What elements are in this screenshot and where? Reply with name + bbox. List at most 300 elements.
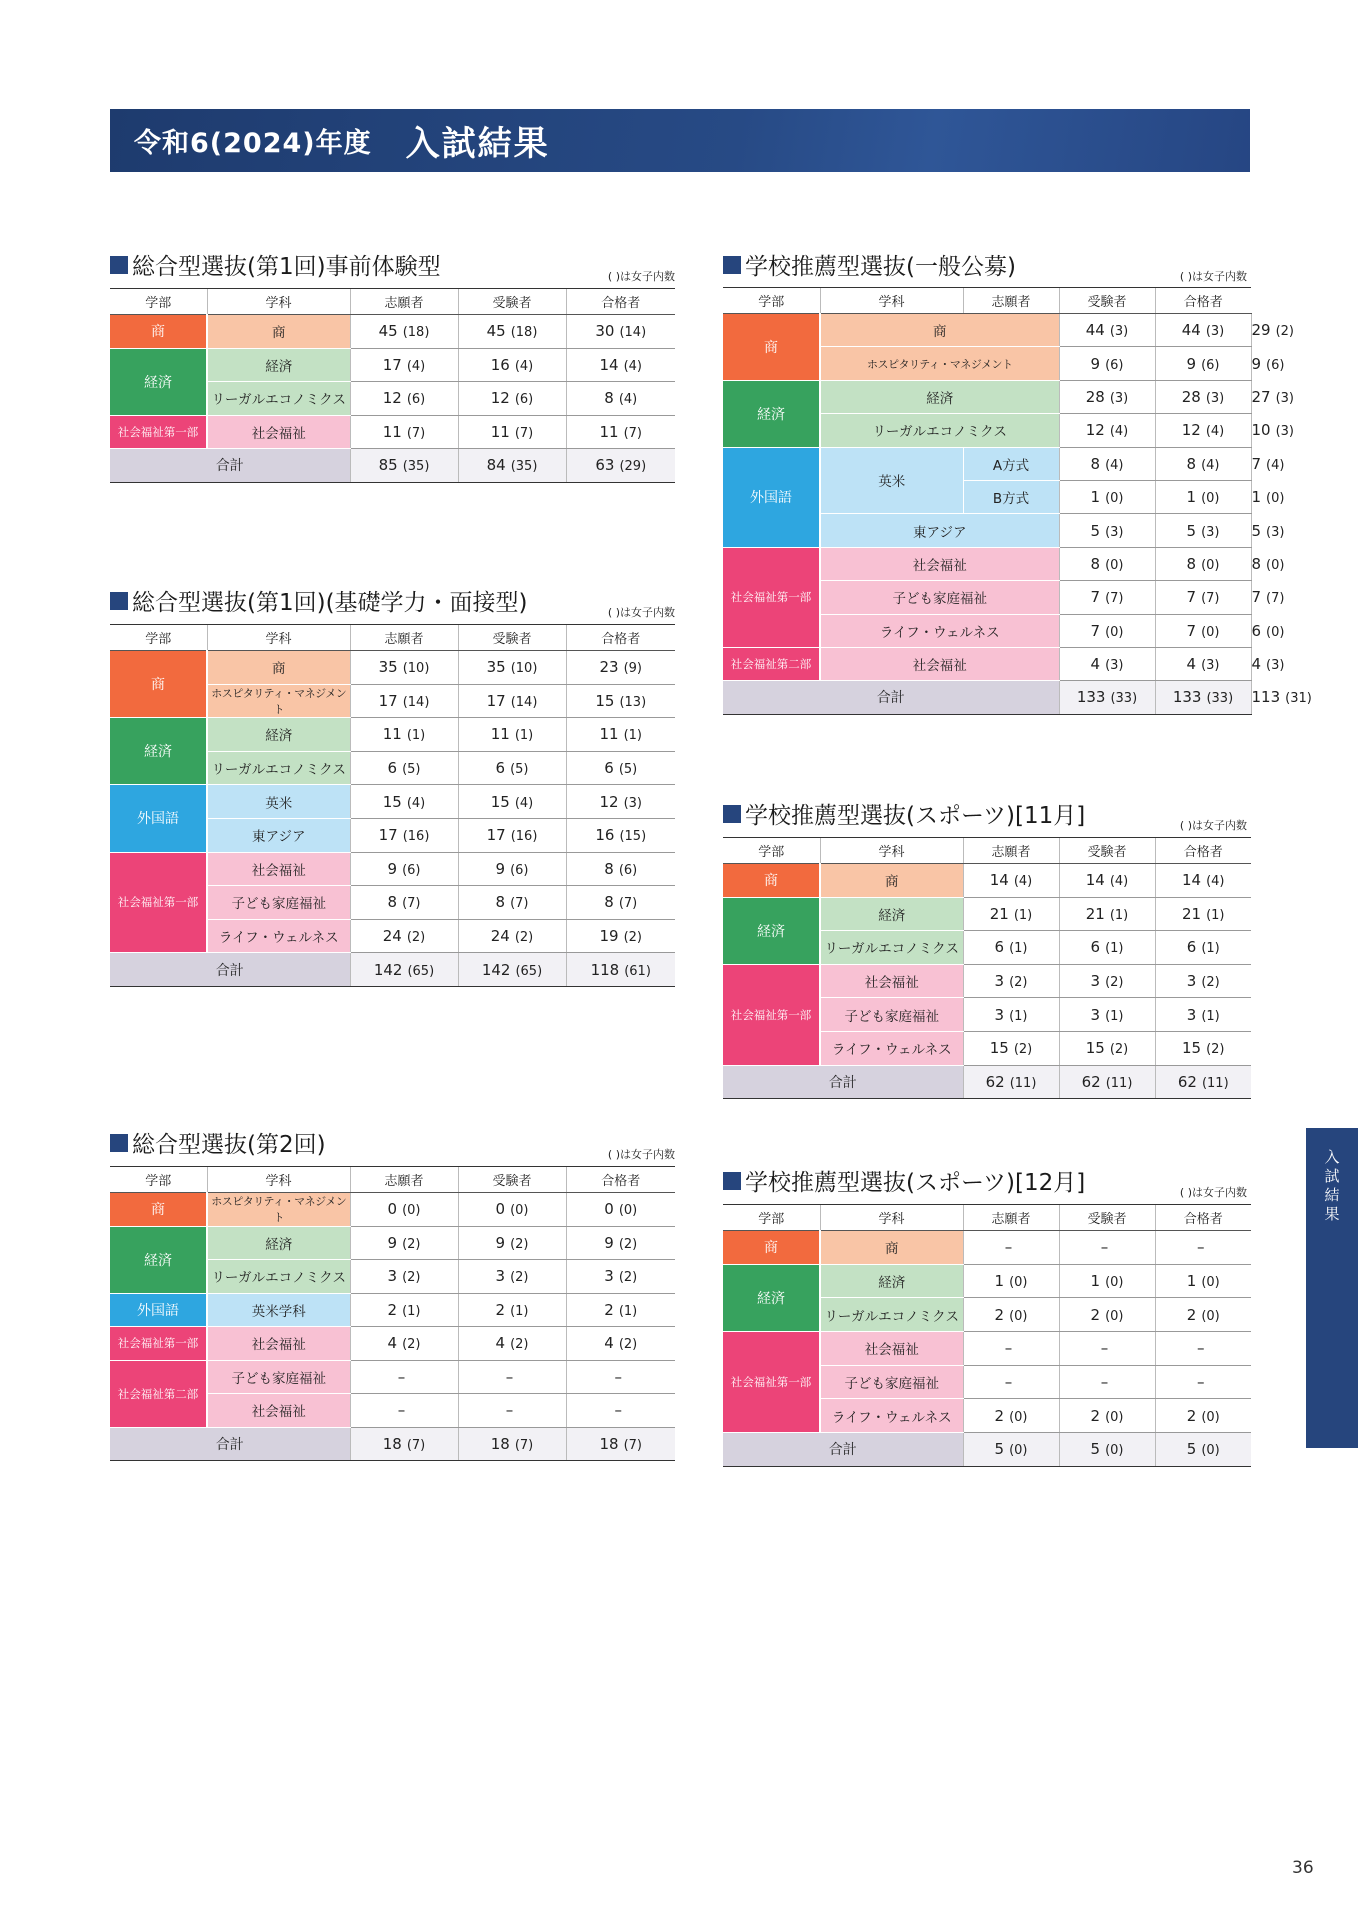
female-count: (1) — [1105, 941, 1124, 957]
column-header: 受験者 — [1059, 288, 1155, 314]
column-header: 学部 — [723, 1205, 820, 1231]
female-count: (4) — [514, 358, 534, 374]
department-cell: ホスピタリティ・マネジメント — [207, 684, 350, 718]
section-title-text: 学校推薦型選抜(スポーツ)[12月] — [745, 1170, 1086, 1196]
count-value: 24 — [490, 927, 510, 946]
total-value: 142 — [481, 960, 511, 979]
faculty-cell: 社会福祉第二部 — [723, 647, 820, 680]
total-count-cell — [350, 953, 458, 987]
total-row — [723, 1433, 1251, 1467]
female-count: (1) — [618, 1303, 638, 1319]
count-value: 28 — [1085, 387, 1105, 406]
female-count: (0) — [1266, 624, 1285, 640]
count-value: 0 — [604, 1200, 614, 1219]
count-cell — [350, 1260, 458, 1294]
female-count: (18) — [510, 325, 538, 341]
female-count: (3) — [1109, 324, 1129, 340]
total-female-count: (0) — [1009, 1443, 1028, 1459]
count-cell — [566, 348, 675, 382]
total-value: 18 — [599, 1434, 619, 1453]
total-value: 63 — [595, 456, 615, 475]
count-cell — [458, 785, 566, 819]
female-count: (4) — [1109, 874, 1129, 890]
total-count-cell — [963, 1065, 1059, 1099]
count-value: 8 — [387, 893, 398, 912]
female-count: (0) — [1009, 1308, 1028, 1324]
count-cell — [963, 1332, 1059, 1366]
total-count-cell — [1155, 1065, 1251, 1099]
department-cell: 子ども家庭福祉 — [207, 886, 350, 920]
department-cell: ライフ・ウェルネス — [820, 1031, 963, 1065]
female-count-note: ( )は女子内数 — [1179, 1186, 1247, 1199]
count-cell — [1059, 1332, 1155, 1366]
female-count: (2) — [618, 1337, 638, 1353]
count-value: 44 — [1085, 321, 1105, 340]
square-bullet-icon — [723, 1172, 741, 1190]
count-cell — [1059, 514, 1155, 547]
count-value: 27 — [1251, 387, 1271, 406]
total-label: 合計 — [723, 1065, 963, 1099]
total-female-count: (7) — [514, 1437, 534, 1453]
count-value: 14 — [989, 871, 1009, 890]
female-count: (10) — [402, 661, 430, 677]
column-header: 学科 — [207, 625, 350, 651]
count-cell — [1155, 964, 1251, 998]
count-cell — [566, 1293, 675, 1327]
count-value: – — [397, 1367, 406, 1386]
count-value: 16 — [595, 826, 615, 845]
count-cell — [1155, 1231, 1251, 1265]
fiscal-year: 令和6(2024)年度 — [134, 128, 372, 159]
count-cell — [350, 1360, 458, 1394]
count-cell — [566, 382, 675, 416]
female-count: (3) — [1275, 424, 1295, 440]
results-table — [723, 287, 1312, 715]
count-value: 21 — [989, 904, 1009, 923]
total-female-count: (0) — [1105, 1443, 1124, 1459]
count-cell — [1059, 1031, 1155, 1065]
count-cell — [1155, 614, 1251, 647]
female-count: (0) — [1201, 491, 1220, 507]
count-cell — [350, 751, 458, 785]
total-row — [110, 449, 675, 483]
total-value: 62 — [1081, 1072, 1101, 1091]
count-cell — [566, 1226, 675, 1260]
count-value: 29 — [1251, 320, 1271, 339]
count-value: – — [397, 1401, 406, 1420]
count-value: 1 — [1186, 488, 1197, 507]
female-count: (0) — [1201, 624, 1220, 640]
total-count-cell — [1059, 1433, 1155, 1467]
department-cell: 社会福祉 — [820, 547, 1059, 580]
department-cell: リーガルエコノミクス — [207, 1260, 350, 1294]
column-header: 志願者 — [350, 625, 458, 651]
faculty-cell: 外国語 — [110, 1293, 207, 1327]
section-title-text: 総合型選抜(第1回)(基礎学力・面接型) — [132, 590, 528, 616]
count-value: 6 — [1251, 621, 1262, 640]
column-header: 志願者 — [350, 289, 458, 315]
page-number: 36 — [1292, 1858, 1314, 1878]
faculty-cell: 社会福祉第二部 — [110, 1360, 207, 1427]
female-count: (3) — [1205, 324, 1225, 340]
female-count: (2) — [1206, 1042, 1225, 1058]
side-index-tab — [1306, 1128, 1358, 1448]
female-count: (3) — [1266, 658, 1285, 674]
section-title-text: 総合型選抜(第1回)事前体験型 — [132, 254, 441, 280]
count-cell — [1059, 1264, 1155, 1298]
table-row — [110, 785, 675, 819]
header-row — [723, 838, 1251, 864]
count-value: 15 — [1085, 1039, 1105, 1058]
female-count: (2) — [1201, 975, 1220, 991]
count-value: 7 — [1186, 588, 1197, 607]
count-value: 5 — [1186, 521, 1197, 540]
female-count: (6) — [618, 862, 638, 878]
female-count: (2) — [618, 1270, 638, 1286]
count-value: 17 — [378, 826, 398, 845]
total-value: 84 — [486, 456, 506, 475]
column-header: 学科 — [207, 289, 350, 315]
female-count: (2) — [402, 1236, 421, 1252]
count-cell — [1059, 314, 1155, 347]
count-value: 2 — [1186, 1406, 1197, 1425]
count-value: 15 — [989, 1039, 1009, 1058]
department-cell: 英米 — [820, 447, 963, 514]
side-tab-char: 結 — [1324, 1186, 1340, 1204]
count-value: 1 — [994, 1272, 1005, 1291]
count-cell — [1155, 864, 1251, 898]
count-cell — [458, 886, 566, 920]
count-value: 11 — [490, 725, 510, 744]
sub-method-cell: B方式 — [963, 480, 1059, 513]
female-count: (2) — [510, 1270, 529, 1286]
count-value: 12 — [599, 792, 619, 811]
female-count: (4) — [1266, 457, 1285, 473]
count-value: 12 — [490, 389, 510, 408]
count-value: 9 — [604, 1233, 614, 1252]
count-value: 16 — [490, 355, 510, 374]
count-cell — [458, 1327, 566, 1361]
female-count: (4) — [1109, 424, 1129, 440]
count-value: 2 — [604, 1300, 614, 1319]
count-cell — [350, 1226, 458, 1260]
count-cell — [1059, 931, 1155, 965]
department-cell: ホスピタリティ・マネジメント — [207, 1193, 350, 1227]
section-title — [110, 1126, 326, 1159]
count-value: 2 — [387, 1300, 398, 1319]
count-cell — [458, 1293, 566, 1327]
count-value: – — [1004, 1238, 1013, 1257]
table-row — [723, 647, 1251, 680]
table-row — [723, 1264, 1251, 1298]
count-cell — [458, 382, 566, 416]
female-count: (6) — [402, 862, 421, 878]
sub-method-cell: A方式 — [963, 447, 1059, 480]
total-count-cell — [1059, 681, 1155, 714]
total-value: 18 — [382, 1434, 402, 1453]
header-row — [110, 1167, 675, 1193]
faculty-cell: 社会福祉第一部 — [723, 964, 820, 1065]
department-cell: 経済 — [207, 348, 350, 382]
section-title — [110, 584, 528, 617]
total-count-cell — [350, 1427, 458, 1461]
count-cell — [1059, 414, 1155, 447]
square-bullet-icon — [110, 592, 128, 610]
total-label: 合計 — [110, 1427, 350, 1461]
count-value: 14 — [1085, 871, 1105, 890]
count-value: 9 — [387, 859, 398, 878]
column-header: 学部 — [110, 289, 207, 315]
count-value: 8 — [1090, 454, 1101, 473]
female-count: (0) — [1105, 1275, 1124, 1291]
results-table — [723, 1204, 1251, 1467]
square-bullet-icon — [723, 805, 741, 823]
count-cell — [566, 651, 675, 685]
female-count: (1) — [1206, 907, 1225, 923]
count-value: 12 — [382, 389, 402, 408]
results-table — [110, 1166, 675, 1461]
section-title — [110, 248, 441, 281]
count-value: 5 — [1090, 521, 1101, 540]
count-cell — [350, 919, 458, 953]
section-title — [723, 248, 1016, 281]
header-row — [110, 289, 675, 315]
faculty-cell: 経済 — [110, 1226, 207, 1293]
count-cell — [1059, 864, 1155, 898]
count-value: 30 — [595, 322, 615, 341]
female-count: (1) — [1201, 941, 1220, 957]
female-count: (6) — [1266, 357, 1285, 373]
female-count-note: ( )は女子内数 — [607, 270, 675, 283]
column-header: 学部 — [723, 838, 820, 864]
table-row — [110, 1327, 675, 1361]
female-count-note: ( )は女子内数 — [607, 1148, 675, 1161]
count-value: 6 — [1090, 938, 1101, 957]
count-cell — [963, 1264, 1059, 1298]
results-table — [110, 288, 675, 483]
female-count: (0) — [1201, 557, 1220, 573]
department-cell: ライフ・ウェルネス — [207, 919, 350, 953]
total-female-count: (29) — [619, 459, 647, 475]
count-cell — [566, 1260, 675, 1294]
department-cell: 社会福祉 — [820, 964, 963, 998]
female-count: (2) — [1013, 1042, 1033, 1058]
faculty-cell: 商 — [723, 864, 820, 898]
column-header: 学部 — [723, 288, 820, 314]
female-count: (6) — [406, 392, 426, 408]
total-value: 118 — [590, 960, 620, 979]
faculty-cell: 経済 — [723, 380, 820, 447]
count-cell — [963, 931, 1059, 965]
count-value: 1 — [1090, 488, 1101, 507]
faculty-cell: 社会福祉第一部 — [110, 415, 207, 449]
count-cell — [1155, 647, 1251, 680]
female-count: (3) — [1266, 524, 1285, 540]
total-count-cell — [1155, 681, 1251, 714]
count-value: 3 — [1186, 972, 1197, 991]
count-cell — [566, 1193, 675, 1227]
faculty-cell: 社会福祉第一部 — [723, 1332, 820, 1433]
department-cell: 経済 — [820, 1264, 963, 1298]
female-count: (7) — [514, 425, 534, 441]
table-row — [110, 1226, 675, 1260]
count-value: 8 — [1186, 454, 1197, 473]
table-row — [110, 1293, 675, 1327]
count-cell — [458, 919, 566, 953]
column-header: 学科 — [820, 288, 963, 314]
total-count-cell — [1155, 1433, 1251, 1467]
table-row — [723, 380, 1251, 413]
column-header: 志願者 — [963, 1205, 1059, 1231]
total-count-cell — [458, 1427, 566, 1461]
count-value: 8 — [1251, 554, 1262, 573]
department-cell: 子ども家庭福祉 — [820, 581, 1059, 614]
count-cell — [1155, 547, 1251, 580]
department-cell: リーガルエコノミクス — [820, 1298, 963, 1332]
count-cell — [458, 751, 566, 785]
female-count: (14) — [402, 694, 430, 710]
count-value: 4 — [495, 1334, 506, 1353]
count-value: – — [1004, 1373, 1013, 1392]
count-value: 12 — [1085, 421, 1105, 440]
female-count: (1) — [1201, 1008, 1220, 1024]
count-cell — [350, 415, 458, 449]
count-cell — [458, 651, 566, 685]
column-header: 学部 — [110, 625, 207, 651]
table-row — [723, 1332, 1251, 1366]
total-value: 85 — [378, 456, 398, 475]
total-value: 62 — [985, 1072, 1005, 1091]
count-cell — [1059, 998, 1155, 1032]
total-row — [723, 681, 1251, 714]
count-value: 4 — [1251, 655, 1262, 674]
count-value: – — [614, 1401, 622, 1420]
female-count: (1) — [1109, 907, 1129, 923]
count-value: 15 — [595, 691, 615, 710]
count-cell — [1155, 414, 1251, 447]
count-cell — [1155, 998, 1251, 1032]
department-cell: 社会福祉 — [207, 1394, 350, 1428]
female-count: (3) — [1105, 658, 1124, 674]
section-title — [723, 797, 1085, 830]
female-count: (13) — [619, 694, 647, 710]
count-cell — [1059, 897, 1155, 931]
count-cell — [1059, 447, 1155, 480]
count-value: 9 — [495, 859, 506, 878]
column-header: 合格者 — [1155, 838, 1251, 864]
column-header: 合格者 — [566, 625, 675, 651]
total-female-count: (0) — [1201, 1443, 1220, 1459]
count-cell — [566, 818, 675, 852]
department-cell: ホスピタリティ・マネジメント — [820, 347, 1059, 380]
count-value: 45 — [378, 322, 398, 341]
column-header: 学科 — [820, 1205, 963, 1231]
count-cell — [1059, 614, 1155, 647]
female-count: (2) — [514, 930, 534, 946]
female-count: (6) — [514, 392, 534, 408]
table-row — [110, 1193, 675, 1227]
header-row — [110, 625, 675, 651]
female-count: (2) — [1105, 975, 1124, 991]
count-cell — [350, 382, 458, 416]
faculty-cell: 社会福祉第一部 — [110, 852, 207, 953]
female-count: (4) — [514, 795, 534, 811]
female-count: (7) — [618, 896, 638, 912]
count-value: 8 — [604, 859, 614, 878]
count-value: 9 — [495, 1233, 506, 1252]
page-header-banner — [110, 109, 1250, 172]
female-count: (0) — [1105, 1409, 1124, 1425]
count-cell — [963, 897, 1059, 931]
count-cell — [458, 1193, 566, 1227]
count-value: – — [1197, 1238, 1205, 1257]
count-value: 8 — [1090, 554, 1101, 573]
count-cell — [963, 1031, 1059, 1065]
female-count: (2) — [1009, 975, 1028, 991]
count-value: 6 — [1186, 938, 1197, 957]
female-count: (0) — [1009, 1275, 1028, 1291]
department-cell: リーガルエコノミクス — [207, 382, 350, 416]
female-count: (0) — [618, 1203, 638, 1219]
count-value: 3 — [1090, 1005, 1101, 1024]
count-value: 15 — [1181, 1039, 1202, 1058]
department-cell: リーガルエコノミクス — [820, 931, 963, 965]
female-count: (0) — [1201, 1409, 1220, 1425]
department-cell: 商 — [820, 864, 963, 898]
count-value: 11 — [490, 422, 510, 441]
count-value: 14 — [1181, 871, 1202, 890]
count-cell — [963, 1399, 1059, 1433]
count-value: 24 — [382, 927, 402, 946]
department-cell: 商 — [820, 314, 1059, 347]
count-value: 4 — [1090, 655, 1101, 674]
count-cell — [1059, 1298, 1155, 1332]
count-value: 3 — [994, 972, 1005, 991]
count-value: 0 — [387, 1200, 398, 1219]
count-cell — [458, 718, 566, 752]
count-value: 4 — [604, 1334, 614, 1353]
count-cell — [1059, 1399, 1155, 1433]
results-table — [110, 624, 675, 987]
female-count: (1) — [1009, 941, 1028, 957]
count-cell — [350, 1394, 458, 1428]
column-header: 受験者 — [458, 289, 566, 315]
table-row — [110, 348, 675, 382]
faculty-cell: 外国語 — [110, 785, 207, 852]
count-cell — [1155, 1298, 1251, 1332]
female-count: (7) — [1105, 591, 1124, 607]
column-header: 合格者 — [566, 289, 675, 315]
total-row — [110, 953, 675, 987]
female-count: (0) — [1105, 491, 1124, 507]
female-count: (5) — [510, 762, 529, 778]
department-cell: 商 — [820, 1231, 963, 1265]
count-cell — [566, 852, 675, 886]
department-cell: 子ども家庭福祉 — [820, 998, 963, 1032]
count-value: 6 — [604, 759, 614, 778]
faculty-cell: 社会福祉第一部 — [110, 1327, 207, 1361]
total-female-count: (11) — [1105, 1075, 1133, 1091]
count-value: 1 — [1090, 1272, 1101, 1291]
count-value: – — [1100, 1238, 1109, 1257]
count-cell — [458, 818, 566, 852]
female-count: (4) — [406, 358, 426, 374]
female-count: (0) — [1105, 1308, 1124, 1324]
count-value: 2 — [994, 1406, 1005, 1425]
total-row — [110, 1427, 675, 1461]
department-cell: 商 — [207, 315, 350, 349]
count-value: 6 — [495, 759, 506, 778]
